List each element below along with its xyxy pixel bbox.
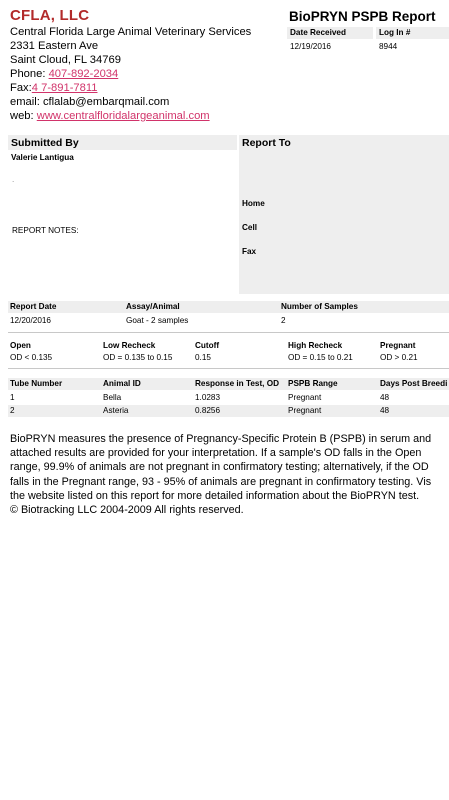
paragraph-line-1: BioPRYN measures the presence of Pregnancy-Specific Protein B (PSPB) in serum and: [10, 433, 432, 445]
results-header-animal-id: Animal ID: [103, 379, 141, 388]
summary-divider: [8, 332, 449, 333]
row2-range: Pregnant: [288, 406, 322, 415]
report-to-fax-label: Fax: [242, 247, 257, 256]
paragraph-line-4: falls in the Pregnant range, 93 - 95% of animals are pregnant in confirmatory testing. Vis: [10, 475, 432, 488]
report-to-label: Report To: [242, 137, 291, 149]
copyright: © Biotracking LLC 2004-2009 All rights reserved.: [10, 504, 244, 517]
home-label: Home: [242, 199, 265, 208]
range-header-open: Open: [10, 341, 31, 350]
lab-web-row: [10, 109, 210, 123]
row2-response: 0.8256: [195, 406, 221, 415]
range-low-recheck: OD = 0.135 to 0.15: [103, 353, 173, 362]
summary-assay: Goat - 2 samples: [126, 316, 189, 325]
paragraph-line-3: range, 99.9% of animals are not pregnant in confirmatory testing; alternatively, if the OD: [10, 461, 429, 474]
lab-fax-row: [10, 81, 98, 95]
ranges-divider: [8, 368, 449, 369]
range-cutoff: 0.15: [195, 353, 211, 362]
paragraph-line-5: the website listed on this report for more detailed information about the BioPRYN test.: [10, 489, 420, 502]
results-header-tube: Tube Number: [10, 379, 63, 388]
summary-samples: 2: [281, 316, 286, 325]
fax-label: Fax:: [10, 82, 32, 94]
lab-email-row: [10, 95, 169, 109]
lab-phone-row: [10, 67, 118, 81]
range-header-pregnant: Pregnant: [380, 341, 416, 350]
row2-days: 48: [380, 406, 390, 415]
row1-tube: 1: [10, 393, 15, 402]
interpretation-paragraph: [10, 432, 449, 517]
range-header-low-recheck: Low Recheck: [103, 341, 156, 350]
lab-address-line2: Saint Cloud, FL 34769: [10, 54, 121, 66]
report-title: BioPRYN PSPB Report: [289, 9, 436, 24]
submitter-dot: .: [12, 175, 15, 184]
row1-range: Pregnant: [288, 393, 322, 402]
results-header-response: Response in Test, OD: [195, 379, 280, 388]
range-pregnant: OD > 0.21: [380, 353, 418, 362]
login-value: 8944: [379, 42, 398, 51]
summary-header-samples: Number of Samples: [281, 302, 358, 311]
range-header-cutoff: Cutoff: [195, 341, 220, 350]
submitted-by-label: Submitted By: [11, 137, 79, 149]
web-label: web:: [10, 110, 37, 122]
fax-link[interactable]: 4 7-891-7811: [31, 82, 98, 94]
summary-report-date: 12/20/2016: [10, 316, 51, 325]
report-notes-label: REPORT NOTES:: [12, 226, 79, 235]
lab-name: CFLA, LLC: [10, 7, 90, 24]
lab-address-line1: 2331 Eastern Ave: [10, 40, 99, 52]
date-received-value: 12/19/2016: [290, 42, 331, 51]
row1-response: 1.0283: [195, 393, 221, 402]
row1-days: 48: [380, 393, 390, 402]
phone-label: Phone:: [10, 68, 49, 80]
row1-animal-id: Bella: [103, 393, 122, 402]
login-label: Log In #: [379, 28, 411, 37]
results-header-days: Days Post Breedi: [380, 379, 448, 388]
summary-header-report-date: Report Date: [10, 302, 57, 311]
row2-animal-id: Asteria: [103, 406, 129, 415]
range-high-recheck: OD = 0.15 to 0.21: [288, 353, 353, 362]
summary-header-assay: Assay/Animal: [126, 302, 180, 311]
paragraph-line-2: attached results are provided for your interpretation. If a sample's OD falls in the Open: [10, 447, 422, 460]
submitter-name: Valerie Lantigua: [11, 153, 74, 162]
phone-link[interactable]: 407-892-2034: [48, 68, 119, 80]
row2-tube: 2: [10, 406, 15, 415]
results-header-range: PSPB Range: [288, 379, 338, 388]
date-received-label: Date Received: [290, 28, 346, 37]
summary-header-bg: [8, 301, 449, 313]
email-label: email:: [10, 96, 43, 108]
cell-label: Cell: [242, 223, 258, 232]
range-header-high-recheck: High Recheck: [288, 341, 343, 350]
range-open: OD < 0.135: [10, 353, 53, 362]
email-value: cflalab@embarqmail.com: [42, 96, 170, 108]
website-link[interactable]: www.centralfloridalargeanimal.com: [36, 110, 210, 122]
report-to-body-bg: [239, 150, 449, 294]
lab-full-name: Central Florida Large Animal Veterinary Services: [10, 26, 252, 38]
